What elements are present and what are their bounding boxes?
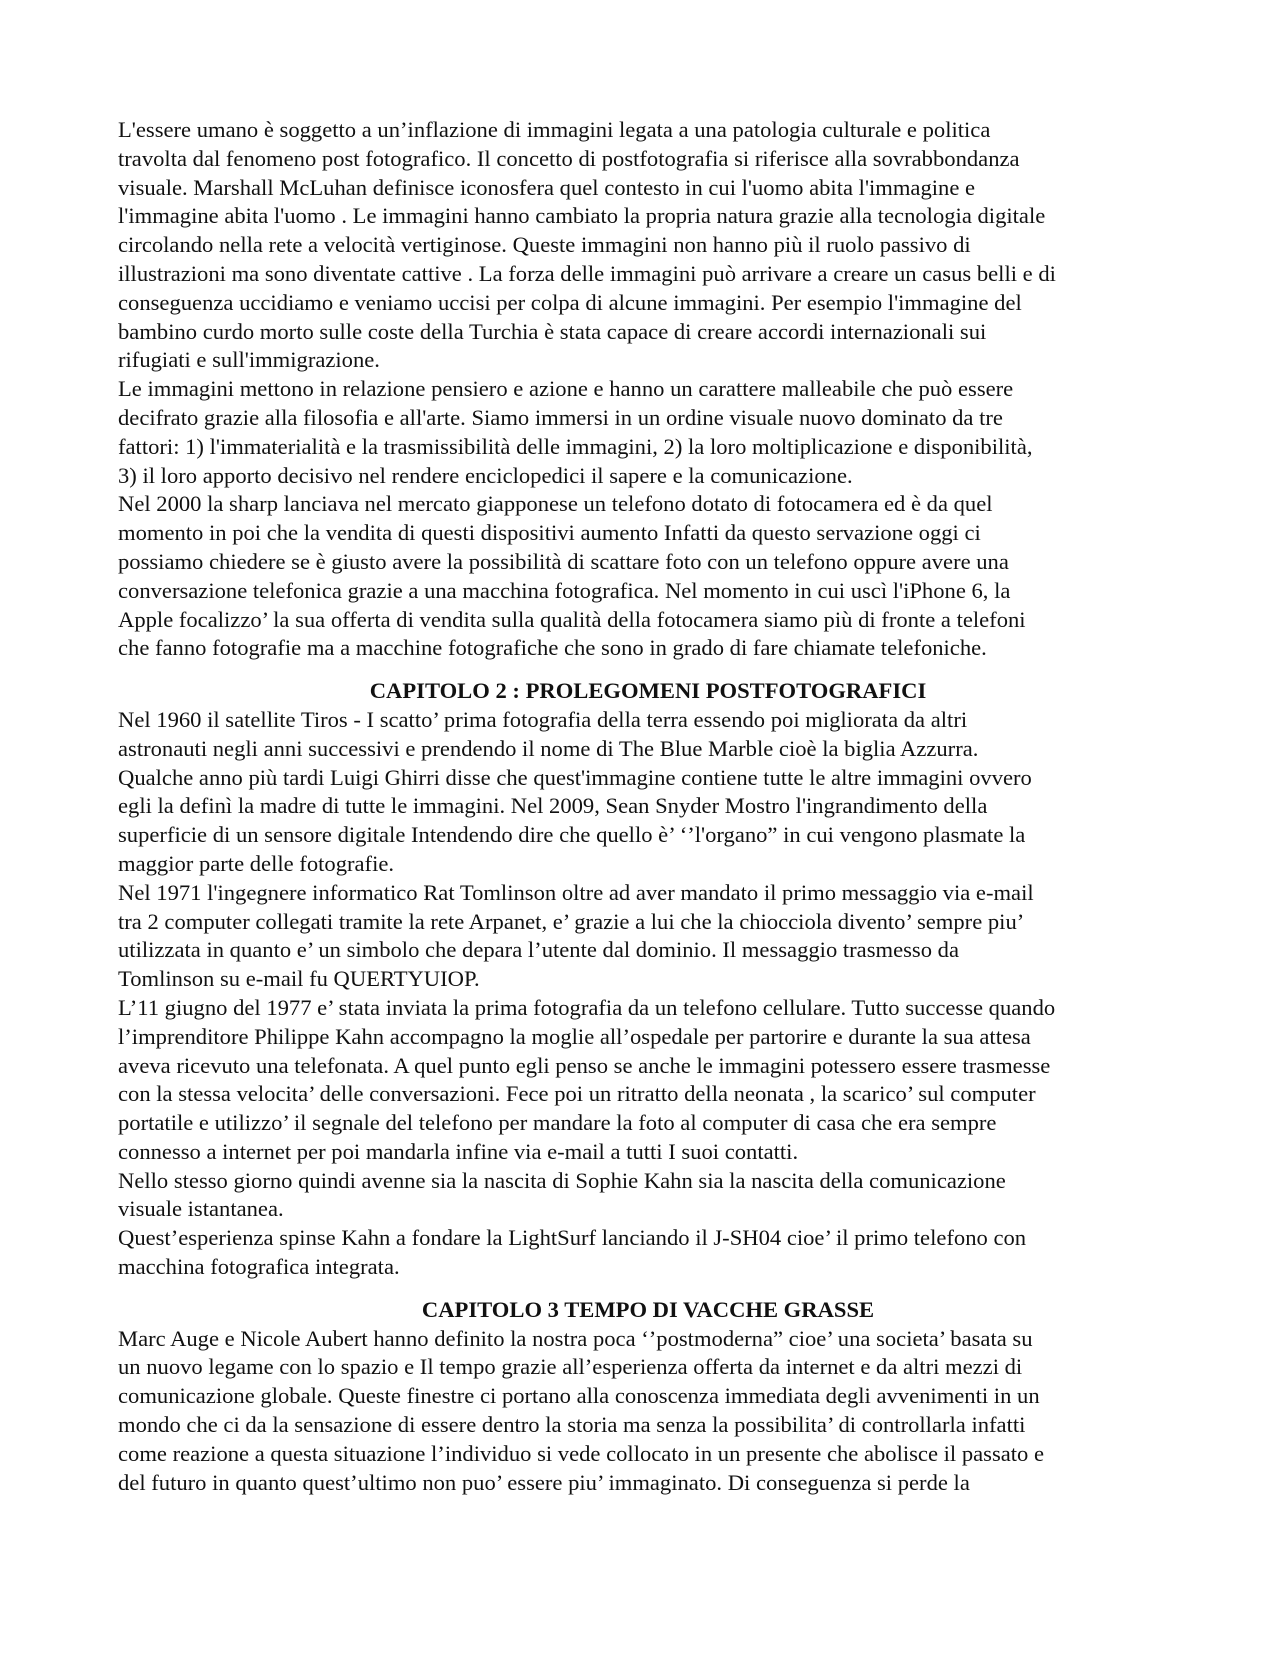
section-intro	[118, 116, 1178, 663]
paragraph-line: possiamo chiedere se è giusto avere la possibilità di scattare foto con un telefono oppure avere una	[118, 548, 1009, 574]
paragraph-line: superficie di un sensore digitale Intendendo dire che quello è’ ‘’l'organo” in cui vengono plasmate la	[118, 822, 1026, 848]
paragraph-line: Nel 1971 l'ingegnere informatico Rat Tomlinson oltre ad aver mandato il primo messaggio via e-mail	[118, 879, 1034, 905]
paragraph-line: bambino curdo morto sulle coste della Turchia è stata capace di creare accordi internazionali sui	[118, 318, 987, 344]
paragraph-line: visuale istantanea.	[118, 1196, 284, 1222]
paragraph-line: circolando nella rete a velocità vertiginose. Queste immagini non hanno più il ruolo passivo di	[118, 232, 971, 258]
paragraph-line: del futuro in quanto quest’ultimo non puo’ essere piu’ immaginato. Di conseguenza si perde la	[118, 1469, 970, 1495]
paragraph-line: macchina fotografica integrata.	[118, 1254, 400, 1280]
paragraph-line: mondo che ci da la sensazione di essere dentro la storia ma senza la possibilita’ di controllarla infatti	[118, 1412, 1026, 1438]
paragraph-line: l’imprenditore Philippe Kahn accompagno la moglie all’ospedale per partorire e durante la sua attesa	[118, 1023, 1031, 1049]
paragraph-line: Le immagini mettono in relazione pensiero e azione e hanno un carattere malleabile che può essere	[118, 376, 1014, 402]
document-page	[118, 116, 1178, 1497]
section-chapter-3	[118, 1296, 1178, 1498]
paragraph-line: L'essere umano è soggetto a un’inflazione di immagini legata a una patologia culturale e politica	[118, 117, 991, 142]
paragraph-line: conseguenza uccidiamo e veniamo uccisi per colpa di alcune immagini. Per esempio l'immagine del	[118, 289, 1022, 315]
paragraph-line: connesso a internet per poi mandarla infine via e-mail a tutti I suoi contatti.	[118, 1138, 799, 1164]
paragraph-line: Nel 1960 il satellite Tiros - I scatto’ prima fotografia della terra essendo poi migliorata da altri	[118, 706, 968, 732]
paragraph-line: con la stessa velocita’ delle conversazioni. Fece poi un ritratto della neonata , la scarico’ sul computer	[118, 1081, 1036, 1107]
paragraph-line: L’11 giugno del 1977 e’ stata inviata la prima fotografia da un telefono cellulare. Tutto successe quando	[118, 994, 1056, 1020]
paragraph-line: Marc Auge e Nicole Aubert hanno definito la nostra poca ‘’postmoderna” cioe’ una societa’ basata su	[118, 1325, 1033, 1351]
paragraph-line: Qualche anno più tardi Luigi Ghirri disse che quest'immagine contiene tutte le altre immagini ovvero	[118, 764, 1032, 790]
paragraph-line: visuale. Marshall McLuhan definisce iconosfera quel contesto in cui l'uomo abita l'immagine e	[118, 174, 976, 200]
paragraph-line: l'immagine abita l'uomo . Le immagini hanno cambiato la propria natura grazie alla tecnologia digitale	[118, 203, 1046, 229]
paragraph-line: decifrato grazie alla filosofia e all'arte. Siamo immersi in un ordine visuale nuovo dominato da tre	[118, 404, 1003, 430]
paragraph-line: utilizzata in quanto e’ un simbolo che depara l’utente dal dominio. Il messaggio trasmesso da	[118, 937, 959, 963]
chapter-3-heading: CAPITOLO 3 TEMPO DI VACCHE GRASSE	[421, 1296, 875, 1322]
paragraph-line: egli la definì la madre di tutte le immagini. Nel 2009, Sean Snyder Mostro l'ingrandimento della	[118, 793, 988, 819]
paragraph-line: Tomlinson su e-mail fu QUERTYUIOP.	[118, 966, 480, 992]
paragraph-line: conversazione telefonica grazie a una macchina fotografica. Nel momento in cui uscì l'iPhone 6, la	[118, 577, 1011, 603]
paragraph-line: astronauti negli anni successivi e prendendo il nome di The Blue Marble cioè la biglia Azzurra.	[118, 735, 979, 761]
paragraph-line: fattori: 1) l'immaterialità e la trasmissibilità delle immagini, 2) la loro moltiplicazione e disponibilità,	[118, 433, 1033, 459]
paragraph-line: comunicazione globale. Queste finestre ci portano alla conoscenza immediata degli avvenimenti in un	[118, 1383, 1040, 1409]
paragraph-line: illustrazioni ma sono diventate cattive . La forza delle immagini può arrivare a creare un casus belli e di	[118, 260, 1056, 286]
paragraph-line: maggior parte delle fotografie.	[118, 850, 395, 876]
paragraph-line: come reazione a questa situazione l’individuo si vede collocato in un presente che abolisce il passato e	[118, 1440, 1045, 1466]
paragraph-line: un nuovo legame con lo spazio e Il tempo grazie all’esperienza offerta da internet e da altri mezzi di	[118, 1354, 1023, 1380]
paragraph-line: portatile e utilizzo’ il segnale del telefono per mandare la foto al computer di casa che era sempre	[118, 1110, 997, 1136]
paragraph-line: 3) il loro apporto decisivo nel rendere enciclopedici il sapere e la comunicazione.	[118, 462, 853, 488]
section-chapter-2	[118, 677, 1178, 1282]
section-gap	[118, 663, 1178, 677]
paragraph-line: momento in poi che la vendita di questi dispositivi aumento Infatti da questo servazione oggi ci	[118, 520, 981, 546]
paragraph-line: Apple focalizzo’ la sua offerta di vendita sulla qualità della fotocamera siamo più di fronte a telefoni	[118, 606, 1026, 632]
paragraph-line: che fanno fotografie ma a macchine fotografiche che sono in grado di fare chiamate telefoniche.	[118, 635, 987, 661]
paragraph-line: Nello stesso giorno quindi avenne sia la nascita di Sophie Kahn sia la nascita della comunicazione	[118, 1167, 1006, 1193]
paragraph-line: aveva ricevuto una telefonata. A quel punto egli penso se anche le immagini potessero essere trasmesse	[118, 1052, 1051, 1078]
paragraph-line: tra 2 computer collegati tramite la rete Arpanet, e’ grazie a lui che la chiocciola divento’ sempre piu’	[118, 908, 1025, 934]
paragraph-line: Nel 2000 la sharp lanciava nel mercato giapponese un telefono dotato di fotocamera ed è da quel	[118, 491, 993, 517]
paragraph-line: travolta dal fenomeno post fotografico. Il concetto di postfotografia si riferisce alla sovrabbondanza	[118, 145, 1020, 171]
paragraph-line: Quest’esperienza spinse Kahn a fondare la LightSurf lanciando il J-SH04 cioe’ il primo telefono con	[118, 1225, 1027, 1251]
chapter-2-heading: CAPITOLO 2 : PROLEGOMENI POSTFOTOGRAFICI	[369, 678, 927, 704]
paragraph-line: rifugiati e sull'immigrazione.	[118, 347, 380, 373]
section-gap	[118, 1282, 1178, 1296]
